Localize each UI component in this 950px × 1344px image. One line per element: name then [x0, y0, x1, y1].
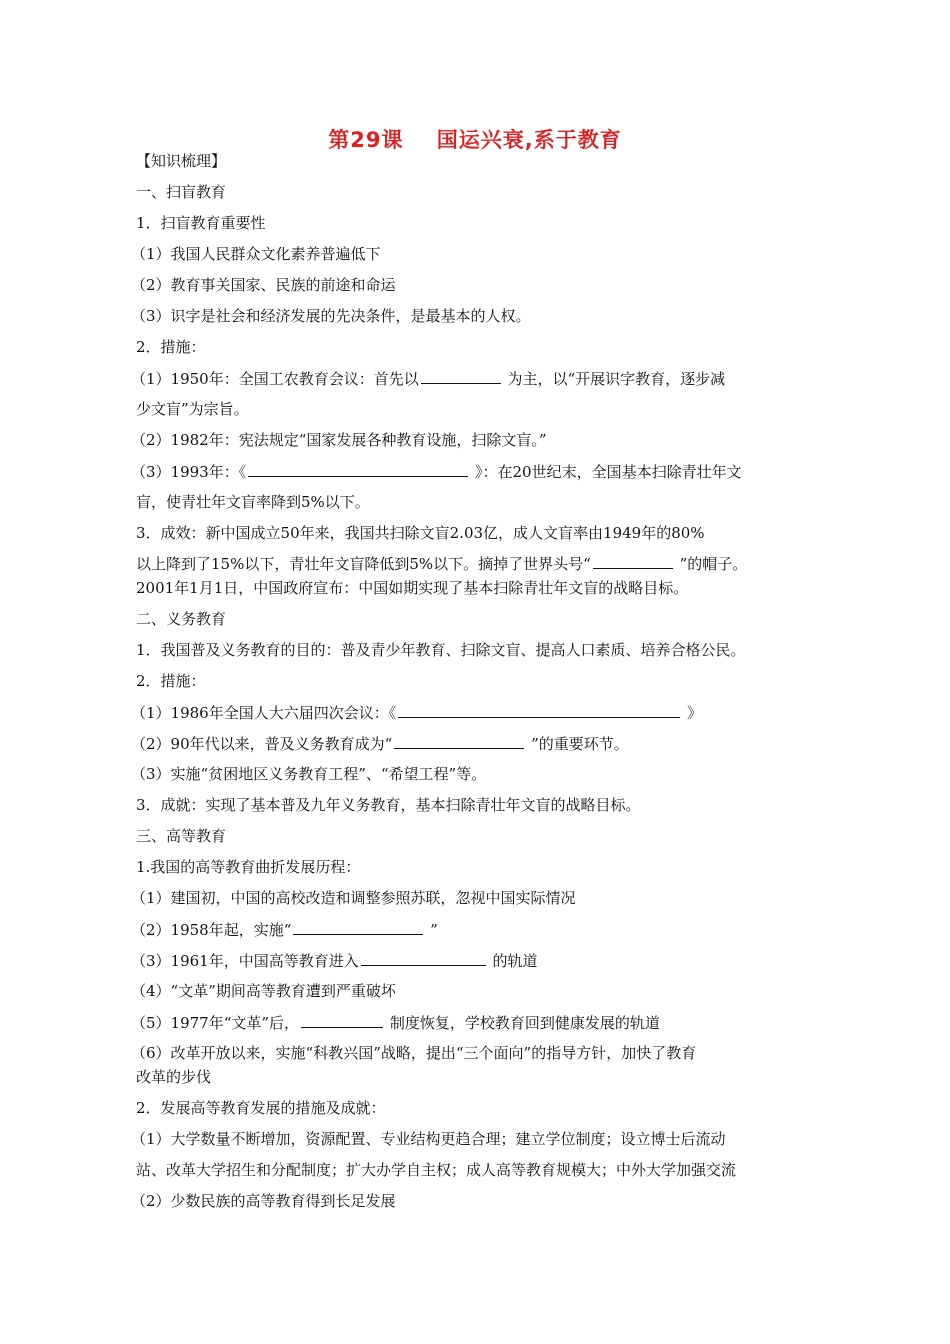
text-segment: （1）1986年全国人大六届四次会议：《 — [131, 704, 397, 722]
text-segment: （2）90年代以来，普及义务教育成为“ — [131, 735, 393, 753]
text-segment: 》 — [682, 704, 703, 722]
subheading-importance: 1．扫盲教育重要性 — [136, 214, 266, 232]
text-segment: 制度恢复，学校教育回到健康发展的轨道 — [385, 1014, 660, 1032]
text-segment: （1）1950年：全国工农教育会议：首先以 — [131, 370, 419, 388]
fill-blank[interactable] — [361, 950, 486, 966]
text-line: （6）改革开放以来，实施“科教兴国”战略，提出“三个面向”的指导方针，加快了教育 — [131, 1044, 697, 1062]
text-line: （3）识字是社会和经济发展的先决条件，是最基本的人权。 — [131, 307, 531, 325]
heading-higher: 三、高等教育 — [136, 827, 227, 845]
subheading-measures: 2．措施： — [136, 338, 206, 356]
text-line-with-blank — [131, 461, 742, 483]
text-line: （4）“文革”期间高等教育遭到严重破坏 — [131, 982, 396, 1000]
section-knowledge-heading: 【知识梳理】 — [136, 152, 227, 170]
fill-blank[interactable] — [248, 461, 468, 477]
text-segment: 为主，以“开展识字教育，逐步减 — [502, 370, 726, 388]
text-segment: ” — [425, 921, 438, 939]
text-line: 3．成就：实现了基本普及九年义务教育，基本扫除青壮年文盲的战略目标。 — [136, 796, 641, 814]
subheading-achievements: 2．发展高等教育发展的措施及成就： — [136, 1099, 386, 1117]
text-segment: 以上降到了15%以下，青壮年文盲降低到5%以下。摘掉了世界头号“ — [136, 555, 591, 573]
text-line: （2）1982年：宪法规定“国家发展各种教育设施，扫除文盲。” — [131, 431, 547, 449]
fill-blank[interactable] — [293, 919, 423, 935]
text-segment: （5）1977年“文革”后， — [131, 1014, 300, 1032]
subheading-history: 1.我国的高等教育曲折发展历程： — [136, 858, 361, 876]
text-segment: （3）1961年，中国高等教育进入 — [131, 952, 359, 970]
fill-blank[interactable] — [394, 733, 524, 749]
text-line: （1）建国初，中国的高校改造和调整参照苏联，忽视中国实际情况 — [131, 889, 576, 907]
text-segment: ”的重要环节。 — [526, 735, 629, 753]
text-line: 2001年1月1日，中国政府宣布：中国如期实现了基本扫除青壮年文盲的战略目标。 — [136, 579, 689, 597]
text-line: 站、改革大学招生和分配制度；扩大办学自主权；成人高等教育规模大；中外大学加强交流 — [136, 1161, 737, 1179]
fill-blank[interactable] — [398, 702, 680, 718]
text-line: 少文盲”为宗旨。 — [136, 400, 249, 418]
text-line-with-blank — [131, 702, 702, 724]
fill-blank[interactable] — [301, 1012, 383, 1028]
text-line-with-blank — [136, 553, 747, 575]
fill-blank[interactable] — [593, 553, 673, 569]
text-line: （1）我国人民群众文化素养普遍低下 — [131, 245, 381, 263]
text-line-with-blank — [131, 1012, 660, 1034]
text-segment: ”的帽子。 — [674, 555, 748, 573]
subheading-measures: 2．措施： — [136, 672, 206, 690]
text-line-with-blank — [131, 950, 538, 972]
lesson-title: 第29课 国运兴衰,系于教育 — [328, 128, 622, 152]
text-segment: 的轨道 — [487, 952, 538, 970]
text-line: 盲，使青壮年文盲率降到5%以下。 — [136, 493, 370, 511]
fill-blank[interactable] — [421, 368, 501, 384]
text-line: 改革的步伐 — [136, 1068, 212, 1086]
text-line-with-blank — [131, 919, 438, 941]
text-line: 1．我国普及义务教育的目的：普及青少年教育、扫除文盲、提高人口素质、培养合格公民。 — [136, 641, 746, 659]
text-line: （2）少数民族的高等教育得到长足发展 — [131, 1192, 396, 1210]
text-line: （2）教育事关国家、民族的前途和命运 — [131, 276, 396, 294]
text-line: 3．成效：新中国成立50年来，我国共扫除文盲2.03亿，成人文盲率由1949年的80% — [136, 524, 705, 542]
text-segment: （2）1958年起，实施“ — [131, 921, 292, 939]
text-line: （3）实施“贫困地区义务教育工程”、“希望工程”等。 — [131, 765, 487, 783]
text-segment: 》：在20世纪末，全国基本扫除青壮年文 — [470, 463, 742, 481]
text-line-with-blank — [131, 733, 629, 755]
text-line: （1）大学数量不断增加，资源配置、专业结构更趋合理；建立学位制度；设立博士后流动 — [131, 1130, 726, 1148]
heading-literacy: 一、扫盲教育 — [136, 183, 227, 201]
heading-compulsory: 二、义务教育 — [136, 610, 227, 628]
text-line-with-blank — [131, 368, 725, 390]
text-segment: （3）1993年：《 — [131, 463, 247, 481]
